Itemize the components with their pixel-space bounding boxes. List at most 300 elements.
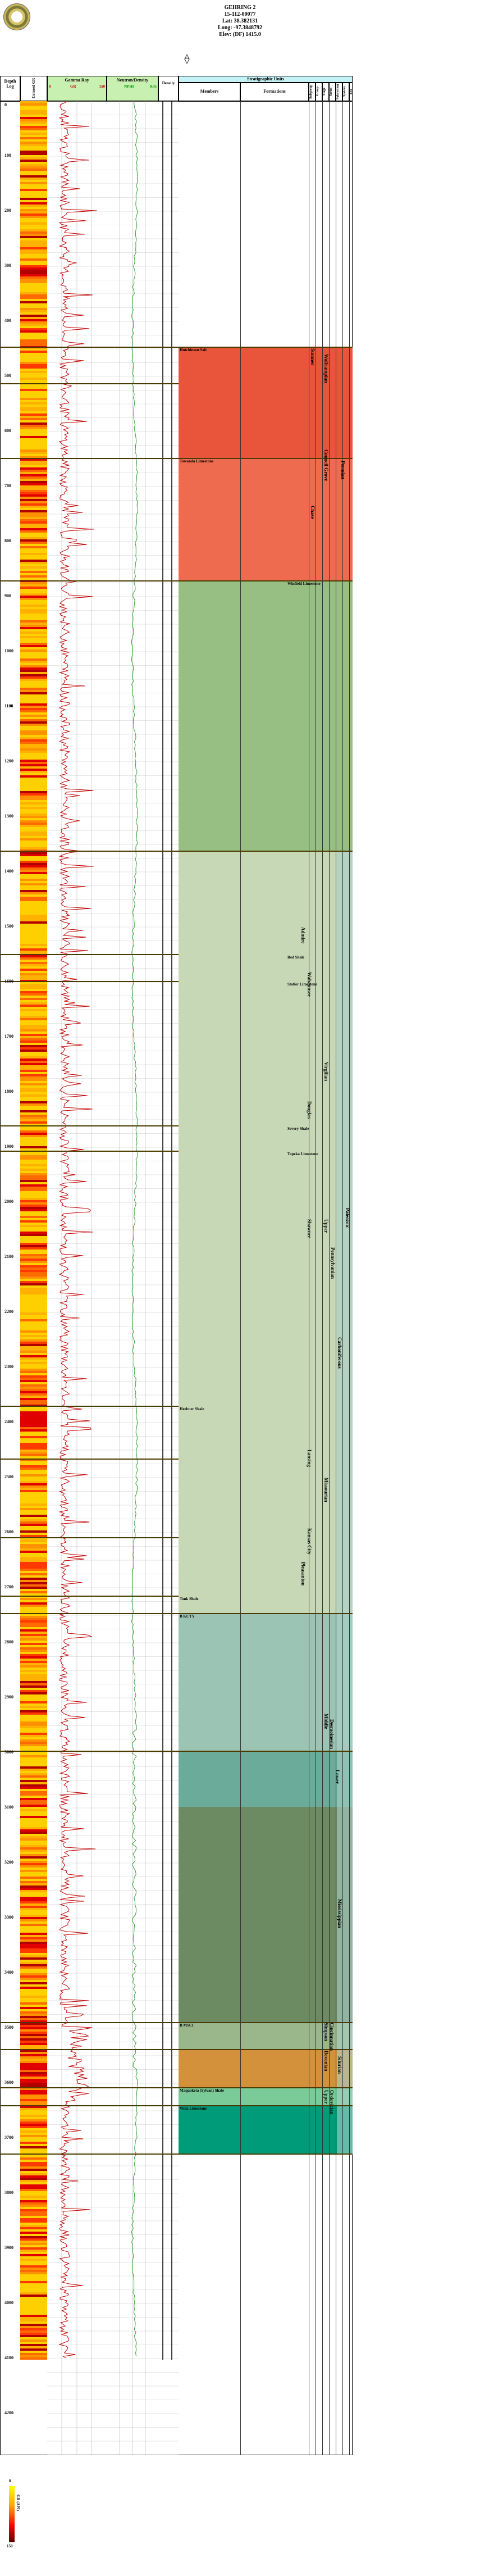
colored-gr-cell bbox=[20, 1544, 47, 1546]
colored-gr-cell bbox=[20, 1580, 47, 1582]
colored-gr-cell bbox=[20, 1180, 47, 1182]
compass-icon bbox=[182, 54, 192, 64]
depth-label: 2500 bbox=[4, 1474, 13, 1479]
depth-label: 3600 bbox=[4, 2080, 13, 2085]
colored-gr-cell bbox=[20, 330, 47, 333]
colored-gr-cell bbox=[20, 2292, 47, 2295]
colored-gr-cell bbox=[20, 1189, 47, 1191]
colored-gr-cell bbox=[20, 2146, 47, 2148]
strat-missourian: Missourian bbox=[323, 1478, 329, 1502]
band-mississippian bbox=[179, 1807, 353, 2022]
colored-gr-cell bbox=[20, 1948, 47, 1951]
colored-gr-cell bbox=[20, 481, 47, 483]
colored-gr-cell bbox=[20, 2236, 47, 2238]
colored-gr-cell bbox=[20, 2330, 47, 2333]
colored-gr-cell bbox=[20, 236, 47, 238]
colored-gr-cell bbox=[20, 1841, 47, 1843]
colored-gr-cell bbox=[20, 1494, 47, 1497]
colored-gr-cell bbox=[20, 1987, 47, 1989]
colored-gr-cell bbox=[20, 1160, 47, 1162]
nphi-label: NPHI bbox=[124, 84, 134, 89]
colored-gr-cell bbox=[20, 485, 47, 488]
colored-gr-cell bbox=[20, 1452, 47, 1454]
colored-gr-cell bbox=[20, 1142, 47, 1144]
colored-gr-cell bbox=[20, 688, 47, 690]
colored-gr-cell bbox=[20, 1501, 47, 1503]
colored-gr-cell bbox=[20, 1411, 47, 1414]
colored-gr-cell bbox=[20, 1072, 47, 1074]
strat-upper-2: Upper bbox=[323, 2090, 329, 2104]
colored-gr-cell bbox=[20, 867, 47, 870]
colored-gr-cell bbox=[20, 1836, 47, 1838]
colored-gr-cell bbox=[20, 2198, 47, 2200]
colored-gr-cell bbox=[20, 1058, 47, 1061]
colored-gr-cell bbox=[20, 778, 47, 780]
colored-gr-cell bbox=[20, 764, 47, 766]
colored-gr-cell bbox=[20, 2301, 47, 2304]
colored-gr-cell bbox=[20, 501, 47, 503]
colored-gr-cell bbox=[20, 396, 47, 398]
colored-gr-cell bbox=[20, 1400, 47, 1402]
colored-gr-cell bbox=[20, 112, 47, 115]
top-stotler bbox=[0, 981, 179, 982]
colored-gr-cell bbox=[20, 670, 47, 672]
colored-gr-cell bbox=[20, 975, 47, 978]
colored-gr-cell bbox=[20, 856, 47, 858]
formations-header bbox=[240, 83, 309, 101]
colored-gr-cell bbox=[20, 694, 47, 697]
density-track bbox=[158, 101, 179, 2455]
member-label: B KCTY bbox=[180, 1614, 195, 1619]
colored-gr-cell bbox=[20, 1796, 47, 1798]
colored-gr-cell bbox=[20, 1557, 47, 1560]
colored-gr-cell bbox=[20, 1018, 47, 1020]
colored-gr-cell bbox=[20, 2351, 47, 2353]
colored-gr-cell bbox=[20, 755, 47, 757]
colored-gr-cell bbox=[20, 1263, 47, 1265]
colored-gr-cell bbox=[20, 2005, 47, 2007]
colored-gr-header bbox=[20, 76, 47, 101]
colored-gr-cell bbox=[20, 252, 47, 254]
colored-gr-cell bbox=[20, 1906, 47, 1908]
colored-gr-cell bbox=[20, 1272, 47, 1274]
strat-shawnee: Shawnee bbox=[307, 1219, 312, 1239]
colored-gr-cell bbox=[20, 1079, 47, 1081]
colored-gr-cell bbox=[20, 1897, 47, 1899]
gr-legend-gradient bbox=[9, 2486, 15, 2542]
colored-gr-cell bbox=[20, 683, 47, 685]
colored-gr-cell bbox=[20, 2229, 47, 2232]
colored-gr-cell bbox=[20, 638, 47, 640]
colored-gr-cell bbox=[20, 1755, 47, 1757]
colored-gr-cell bbox=[20, 562, 47, 564]
colored-gr-cell bbox=[20, 515, 47, 517]
colored-gr-cell bbox=[20, 1899, 47, 1901]
colored-gr-cell bbox=[20, 2357, 47, 2360]
colored-gr-cell bbox=[20, 411, 47, 414]
colored-gr-cell bbox=[20, 1063, 47, 1065]
colored-gr-cell bbox=[20, 2027, 47, 2029]
colored-gr-cell bbox=[20, 1735, 47, 1737]
colored-gr-cell bbox=[20, 191, 47, 193]
colored-gr-cell bbox=[20, 1025, 47, 1027]
colored-gr-cell bbox=[20, 243, 47, 245]
depth-label: 1400 bbox=[4, 869, 13, 874]
colored-gr-cell bbox=[20, 575, 47, 578]
colored-gr-cell bbox=[20, 903, 47, 906]
colored-gr-cell bbox=[20, 957, 47, 960]
colored-gr-cell bbox=[20, 1310, 47, 1312]
colored-gr-cell bbox=[20, 908, 47, 910]
colored-gr-cell bbox=[20, 2182, 47, 2184]
colored-gr-cell bbox=[20, 512, 47, 515]
colored-gr-cell bbox=[20, 1679, 47, 1681]
colored-gr-cell bbox=[20, 483, 47, 485]
colored-gr-cell bbox=[20, 843, 47, 845]
colored-gr-cell bbox=[20, 2328, 47, 2330]
colored-gr-cell bbox=[20, 1133, 47, 1135]
colored-gr-cell bbox=[20, 1007, 47, 1009]
colored-gr-cell bbox=[20, 1366, 47, 1369]
colored-gr-cell bbox=[20, 1528, 47, 1530]
member-label: Hutchinson Salt bbox=[180, 348, 207, 352]
colored-gr-cell bbox=[20, 1838, 47, 1841]
colored-gr-cell bbox=[20, 665, 47, 667]
top-devonian bbox=[0, 2049, 353, 2050]
colored-gr-cell bbox=[20, 582, 47, 584]
colored-gr-cell bbox=[20, 2124, 47, 2126]
member-label: Stotler Limestone bbox=[287, 982, 317, 987]
colored-gr-cell bbox=[20, 1312, 47, 1315]
strat-column-header bbox=[309, 83, 316, 101]
colored-gr-cell bbox=[20, 378, 47, 380]
colored-gr-cell bbox=[20, 2180, 47, 2182]
colored-gr-cell bbox=[20, 2126, 47, 2128]
member-label: Heebner Shale bbox=[180, 1407, 204, 1411]
colored-gr-cell bbox=[20, 1425, 47, 1427]
colored-gr-cell bbox=[20, 1254, 47, 1256]
colored-gr-cell bbox=[20, 1877, 47, 1879]
colored-gr-cell bbox=[20, 1982, 47, 1984]
colored-gr-cell bbox=[20, 1834, 47, 1836]
colored-gr-cell bbox=[20, 598, 47, 600]
colored-gr-cell bbox=[20, 139, 47, 142]
colored-gr-cell bbox=[20, 773, 47, 775]
colored-gr-cell bbox=[20, 616, 47, 618]
colored-gr-cell bbox=[20, 342, 47, 344]
colored-gr-cell bbox=[20, 784, 47, 787]
colored-gr-cell bbox=[20, 1270, 47, 1272]
strat-cincinnatian: Cincinnatian bbox=[329, 2023, 335, 2051]
colored-gr-cell bbox=[20, 593, 47, 596]
colored-gr-cell bbox=[20, 814, 47, 816]
colored-gr-cell bbox=[20, 584, 47, 587]
depth-label: 3800 bbox=[4, 2190, 13, 2195]
depth-label: 400 bbox=[4, 318, 11, 323]
colored-gr-cell bbox=[20, 1668, 47, 1670]
colored-gr-cell bbox=[20, 838, 47, 841]
colored-gr-cell bbox=[20, 987, 47, 989]
depth-label: 900 bbox=[4, 593, 11, 598]
colored-gr-cell bbox=[20, 380, 47, 382]
colored-gr-cell bbox=[20, 225, 47, 227]
colored-gr-cell bbox=[20, 1250, 47, 1252]
colored-gr-cell bbox=[20, 609, 47, 611]
colored-gr-cell bbox=[20, 1717, 47, 1719]
colored-gr-cell bbox=[20, 2052, 47, 2054]
colored-gr-cell bbox=[20, 130, 47, 133]
colored-gr-cell bbox=[20, 928, 47, 930]
colored-gr-cell bbox=[20, 1571, 47, 1573]
colored-gr-cell bbox=[20, 1991, 47, 1993]
colored-gr-cell bbox=[20, 652, 47, 654]
colored-gr-cell bbox=[20, 301, 47, 303]
colored-gr-cell bbox=[20, 1850, 47, 1852]
depth-label: 1100 bbox=[4, 703, 13, 708]
colored-gr-cell bbox=[20, 355, 47, 357]
colored-gr-cell bbox=[20, 564, 47, 566]
colored-gr-cell bbox=[20, 1076, 47, 1079]
colored-gr-cell bbox=[20, 667, 47, 670]
colored-gr-cell bbox=[20, 133, 47, 135]
colored-gr-cell bbox=[20, 2295, 47, 2297]
colored-gr-cell bbox=[20, 894, 47, 897]
colored-gr-cell bbox=[20, 1515, 47, 1517]
colored-gr-cell bbox=[20, 1488, 47, 1490]
colored-gr-cell bbox=[20, 1928, 47, 1930]
colored-gr-cell bbox=[20, 160, 47, 162]
colored-gr-cell bbox=[20, 912, 47, 915]
colored-gr-cell bbox=[20, 2348, 47, 2351]
depth-label: 3300 bbox=[4, 1915, 13, 1920]
colored-gr-cell bbox=[20, 1214, 47, 1216]
colored-gr-cell bbox=[20, 596, 47, 598]
latitude: Lat: 38.382131 bbox=[222, 18, 258, 24]
colored-gr-cell bbox=[20, 1196, 47, 1198]
colored-gr-cell bbox=[20, 805, 47, 807]
depth-subtitle: Log bbox=[6, 84, 14, 89]
colored-gr-cell bbox=[20, 1391, 47, 1393]
gr-label: GR bbox=[70, 84, 76, 89]
colored-gr-cell bbox=[20, 1757, 47, 1760]
colored-gr-cell bbox=[20, 2321, 47, 2324]
colored-gr-cell bbox=[20, 1912, 47, 1915]
colored-gr-cell bbox=[20, 1153, 47, 1155]
colored-gr-cell bbox=[20, 1402, 47, 1405]
colored-gr-cell bbox=[20, 499, 47, 501]
colored-gr-cell bbox=[20, 1632, 47, 1634]
top-severy bbox=[0, 1125, 179, 1126]
colored-gr-cell bbox=[20, 2041, 47, 2043]
colored-gr-cell bbox=[20, 625, 47, 627]
colored-gr-cell bbox=[20, 1029, 47, 1032]
colored-gr-cell bbox=[20, 474, 47, 476]
colored-gr-cell bbox=[20, 151, 47, 153]
colored-gr-cell bbox=[20, 2317, 47, 2319]
top-desmoinesian bbox=[0, 1751, 353, 1752]
colored-gr-cell bbox=[20, 1874, 47, 1877]
colored-gr-cell bbox=[20, 2286, 47, 2288]
api-number: 15-112-00077 bbox=[224, 11, 256, 17]
colored-gr-cell bbox=[20, 398, 47, 400]
colored-gr-cell bbox=[20, 1112, 47, 1115]
depth-label: 1800 bbox=[4, 1089, 13, 1094]
colored-gr-cell bbox=[20, 1445, 47, 1447]
colored-gr-cell bbox=[20, 2043, 47, 2045]
colored-gr-cell bbox=[20, 1481, 47, 1483]
colored-gr-cell bbox=[20, 1169, 47, 1171]
colored-gr-cell bbox=[20, 126, 47, 128]
colored-gr-cell bbox=[20, 2032, 47, 2034]
colored-gr-cell bbox=[20, 328, 47, 330]
colored-gr-cell bbox=[20, 285, 47, 288]
colored-gr-cell bbox=[20, 1155, 47, 1157]
colored-gr-cell bbox=[20, 825, 47, 827]
colored-gr-cell bbox=[20, 1962, 47, 1964]
colored-gr-cell bbox=[20, 1901, 47, 1903]
depth-label: 2200 bbox=[4, 1309, 13, 1314]
colored-gr-cell bbox=[20, 2061, 47, 2063]
colored-gr-cell bbox=[20, 681, 47, 683]
colored-gr-cell bbox=[20, 108, 47, 110]
colored-gr-cell bbox=[20, 494, 47, 497]
colored-gr-cell bbox=[20, 2268, 47, 2270]
colored-gr-cell bbox=[20, 461, 47, 463]
colored-gr-cell bbox=[20, 1101, 47, 1103]
colored-gr-cell bbox=[20, 1856, 47, 1859]
members-header bbox=[179, 83, 240, 101]
colored-gr-cell bbox=[20, 766, 47, 769]
colored-gr-cell bbox=[20, 2344, 47, 2346]
colored-gr-cell bbox=[20, 2324, 47, 2326]
colored-gr-cell bbox=[20, 1957, 47, 1960]
colored-gr-cell bbox=[20, 1245, 47, 1247]
colored-gr-cell bbox=[20, 1778, 47, 1780]
top-viola bbox=[0, 2105, 353, 2106]
gr-scale-right: 150 bbox=[99, 84, 105, 89]
colored-gr-cell bbox=[20, 1510, 47, 1512]
colored-gr-cell bbox=[20, 1187, 47, 1189]
colored-gr-cell bbox=[20, 276, 47, 279]
top-marker-1 bbox=[0, 383, 179, 384]
colored-gr-cell bbox=[20, 1798, 47, 1800]
colored-gr-cell bbox=[20, 1975, 47, 1978]
colored-gr-cell bbox=[20, 1643, 47, 1645]
colored-gr-cell bbox=[20, 1409, 47, 1411]
colored-gr-cell bbox=[20, 1721, 47, 1724]
strat-sumner: Sumner bbox=[310, 348, 316, 366]
colored-gr-cell bbox=[20, 845, 47, 847]
colored-gr-cell bbox=[20, 1706, 47, 1708]
colored-gr-cell bbox=[20, 238, 47, 240]
colored-gr-cell bbox=[20, 1865, 47, 1868]
colored-gr-cell bbox=[20, 193, 47, 196]
colored-gr-cell bbox=[20, 771, 47, 773]
colored-gr-cell bbox=[20, 2175, 47, 2178]
colored-gr-cell bbox=[20, 620, 47, 623]
depth-label: 4000 bbox=[4, 2300, 13, 2305]
colored-gr-cell bbox=[20, 1886, 47, 1888]
colored-gr-cell bbox=[20, 1969, 47, 1971]
colored-gr-cell bbox=[20, 919, 47, 921]
colored-gr-cell bbox=[20, 1616, 47, 1618]
gamma-ray-header bbox=[47, 76, 107, 101]
colored-gr-cell bbox=[20, 422, 47, 425]
colored-gr-cell bbox=[20, 640, 47, 643]
colored-gr-cell bbox=[20, 524, 47, 526]
colored-gr-cell bbox=[20, 1256, 47, 1259]
colored-gr-cell bbox=[20, 472, 47, 474]
colored-gr-cell bbox=[20, 319, 47, 321]
colored-gr-cell bbox=[20, 1106, 47, 1108]
colored-gr-cell bbox=[20, 719, 47, 721]
colored-gr-cell bbox=[20, 1944, 47, 1946]
colored-gr-cell bbox=[20, 1317, 47, 1319]
colored-gr-cell bbox=[20, 1103, 47, 1106]
colored-gr-cell bbox=[20, 870, 47, 872]
depth-label: 2700 bbox=[4, 1584, 13, 1589]
colored-gr-cell bbox=[20, 2128, 47, 2130]
colored-gr-cell bbox=[20, 2339, 47, 2342]
colored-gr-cell bbox=[20, 1566, 47, 1569]
colored-gr-cell bbox=[20, 1665, 47, 1668]
colored-gr-cell bbox=[20, 476, 47, 479]
colored-gr-cell bbox=[20, 1784, 47, 1787]
depth-label: 200 bbox=[4, 208, 11, 213]
colored-gr-cell bbox=[20, 1955, 47, 1957]
colored-gr-cell bbox=[20, 1607, 47, 1609]
strat-column-header-label: Subgroup bbox=[309, 84, 313, 99]
colored-gr-cell bbox=[20, 1211, 47, 1214]
colored-gr-cell bbox=[20, 2144, 47, 2146]
colored-gr-cell bbox=[20, 2139, 47, 2142]
colored-gr-cell bbox=[20, 915, 47, 917]
colored-gr-cell bbox=[20, 492, 47, 494]
colored-gr-cell bbox=[20, 1697, 47, 1699]
colored-gr-cell bbox=[20, 1829, 47, 1832]
colored-gr-cell bbox=[20, 519, 47, 521]
colored-gr-cell bbox=[20, 416, 47, 418]
colored-gr-cell bbox=[20, 854, 47, 856]
colored-gr-cell bbox=[20, 1724, 47, 1726]
colored-gr-cell bbox=[20, 1744, 47, 1746]
colored-gr-cell bbox=[20, 787, 47, 789]
colored-gr-cell bbox=[20, 775, 47, 778]
colored-gr-cell bbox=[20, 1993, 47, 1996]
colored-gr-cell bbox=[20, 521, 47, 524]
colored-gr-cell bbox=[20, 627, 47, 629]
colored-gr-cell bbox=[20, 1728, 47, 1730]
strat-desmoinesian: Desmoinesian bbox=[329, 1719, 335, 1750]
colored-gr-cell bbox=[20, 445, 47, 447]
colored-gr-cell bbox=[20, 1674, 47, 1677]
colored-gr-cell bbox=[20, 2283, 47, 2286]
colored-gr-cell bbox=[20, 1265, 47, 1267]
colored-gr-cell bbox=[20, 2009, 47, 2011]
strat-douglas: Douglas bbox=[307, 1101, 312, 1119]
colored-gr-cell bbox=[20, 544, 47, 546]
colored-gr-cell bbox=[20, 1306, 47, 1308]
strat-column-header bbox=[322, 83, 329, 101]
colored-gr-cell bbox=[20, 1472, 47, 1474]
colored-gr-cell bbox=[20, 1371, 47, 1373]
colored-gr-cell bbox=[20, 2214, 47, 2216]
colored-gr-cell bbox=[20, 1555, 47, 1557]
colored-gr-cell bbox=[20, 205, 47, 207]
colored-gr-cell bbox=[20, 1043, 47, 1045]
colored-gr-cell bbox=[20, 1330, 47, 1333]
colored-gr-cell bbox=[20, 384, 47, 387]
